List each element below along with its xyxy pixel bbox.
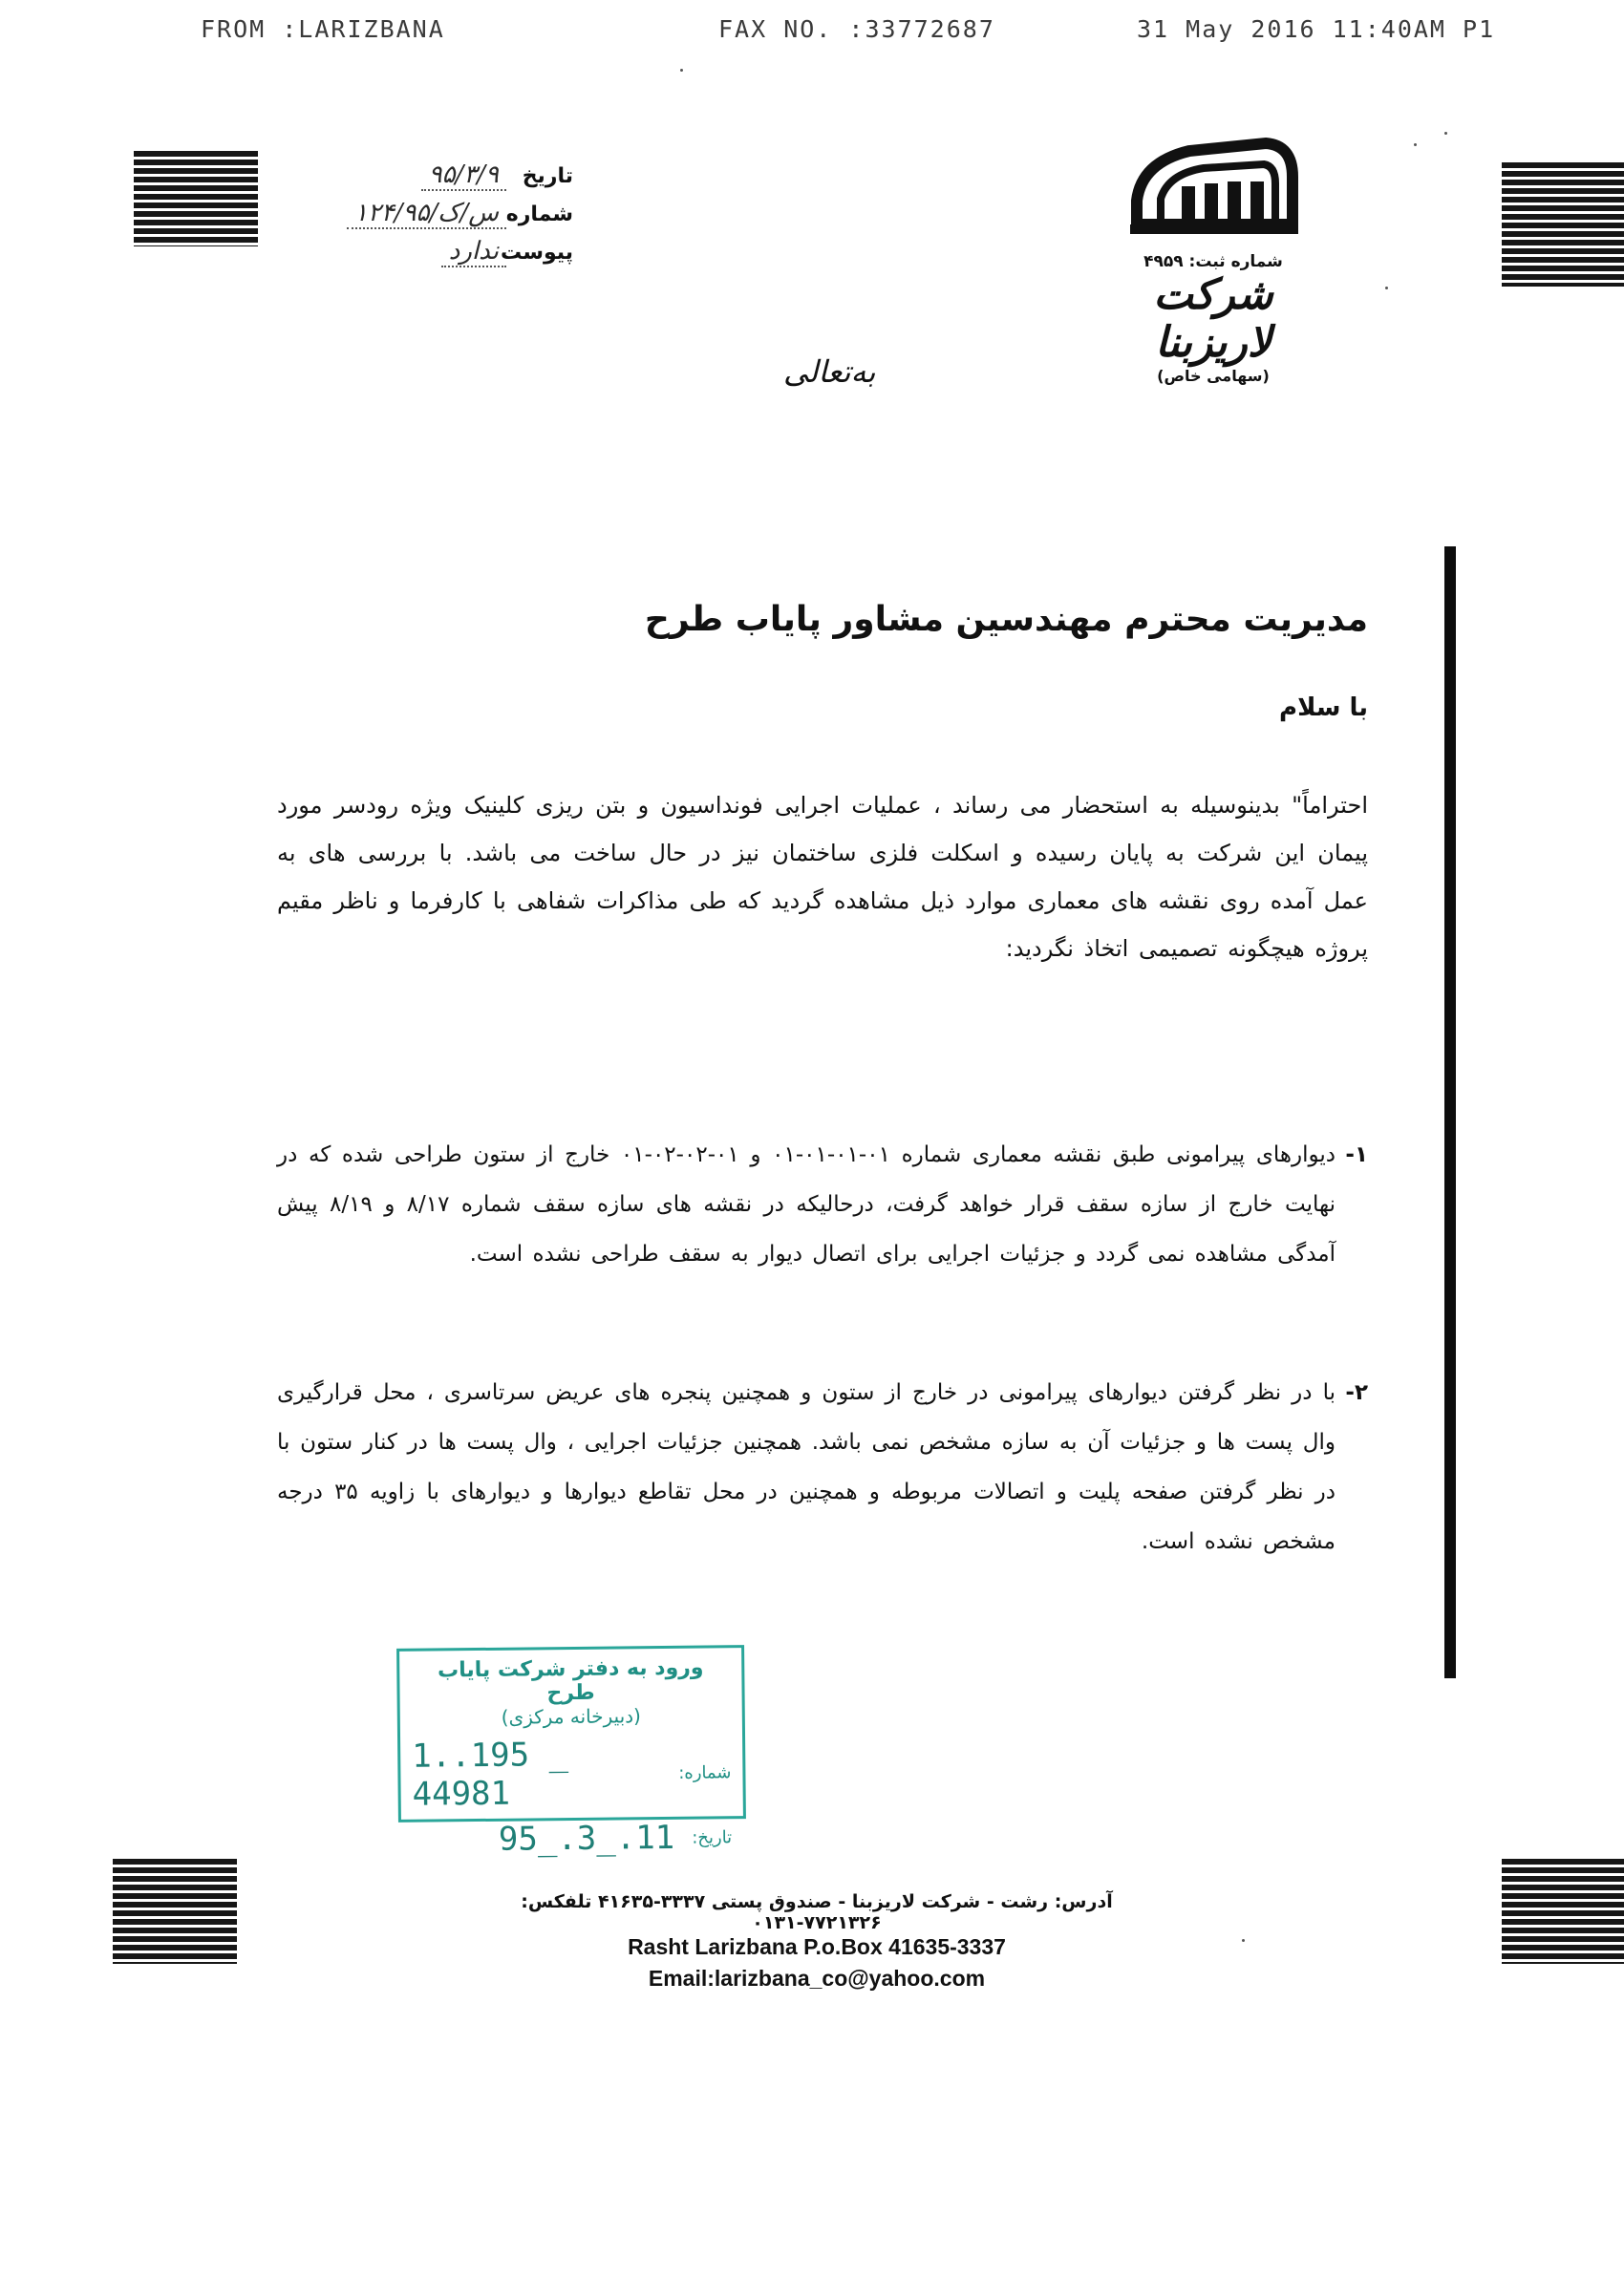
- letter-reference-block: [344, 160, 573, 275]
- stamp-date-value: 95_.3_.11: [498, 1818, 675, 1859]
- ref-number-label: شماره: [505, 203, 573, 226]
- ref-date-label: تاریخ: [522, 164, 573, 188]
- list-item-text: با در نظر گرفتن دیوارهای پیرامونی در خارج از ستون و همچنین پنجره های عریض سرتاسری ، محل قرارگیری وال پست ها و جزئیات آن به سازه مشخص نمی باشد. همچنین جزئیات اجرایی ، وال پست ها در کنار ستون با در نظر گرفتن صفحه پلیت و اتصالات مربوطه و همچنین در محل تقاطع دیوارها و دیوارهای با زاویه ۳۵ درجه مشخص نشده است.: [277, 1380, 1336, 1554]
- stamp-date-row: [413, 1818, 732, 1859]
- scan-speck: [1444, 132, 1447, 135]
- company-name: شرکت لاریزبنا: [1153, 270, 1273, 367]
- footer-address: آدرس: رشت - شرکت لاریزبنا - صندوق پستی ۳۳۳۷-۴۱۶۳۵ تلفکس: ۷۷۲۱۳۲۶-۰۱۳۱: [521, 1891, 1113, 1933]
- stamp-date-label: تاریخ:: [692, 1826, 733, 1848]
- fax-number: FAX NO. :33772687: [718, 15, 995, 43]
- stamp-number-label: شماره:: [678, 1761, 732, 1783]
- scan-speck: [680, 69, 683, 72]
- scan-edge-bars-top-right: [1502, 162, 1624, 287]
- company-registration: شماره ثبت: ۴۹۵۹: [1143, 252, 1283, 271]
- ref-date-value: ۹۵/۳/۹: [421, 160, 506, 191]
- ref-number-row: [344, 199, 573, 237]
- ref-attachment-label: پیوست: [501, 241, 573, 265]
- scan-edge-bars-bottom-left: [113, 1859, 237, 1964]
- stamp-subtitle: (دبیرخانه مرکزی): [501, 1704, 642, 1729]
- ref-number-value: ۱۲۴/س/ک/۹۵: [347, 199, 506, 229]
- footer-po-box: Rasht Larizbana P.o.Box 41635-3337: [628, 1934, 1006, 1959]
- ref-date-row: [344, 160, 573, 199]
- ref-attachment-value: ندارد: [441, 237, 506, 267]
- ref-attachment-row: [344, 237, 573, 275]
- letter-body-paragraph: احتراماً" بدینوسیله به استحضار می رساند ، عملیات اجرایی فونداسیون و بتن ریزی کلینیک ویژه رودسر مورد پیمان این شرکت به پایان رسیده و اسکلت فلزی ساختمان نیز در حال ساخت می باشد. با بررسی های به عمل آمده روی نقشه های معماری موارد ذیل مشاهده گردید که طی مذاکرات شفاهی با کارفرما و ناظر مقیم پروژه هیچگونه تصمیمی اتخاذ نگردید:: [277, 792, 1368, 962]
- fax-sender: FROM :LARIZBANA: [201, 15, 445, 43]
- letter-addressee: مدیریت محترم مهندسین مشاور پایاب طرح: [644, 600, 1368, 639]
- letter-invocation: به‌تعالی: [783, 353, 876, 390]
- scan-speck: [1414, 143, 1417, 146]
- list-item: [277, 1368, 1368, 1567]
- footer-email: Email:larizbana_co@yahoo.com: [648, 1966, 986, 1991]
- list-item-number: ۱-: [1345, 1142, 1368, 1167]
- fax-datetime: 31 May 2016 11:40AM P1: [1137, 15, 1496, 43]
- scan-speck: [1242, 1939, 1245, 1942]
- scan-speck: [1385, 287, 1388, 289]
- stamp-number-value: 1..195 _ 44981: [412, 1736, 569, 1814]
- list-item-text: دیوارهای پیرامونی طبق نقشه معماری شماره ۰۱-۰۱-۰۱-۰۱ و ۰۱-۰۲-۰۲-۰۱ خارج از ستون طراحی شده که در نهایت خارج از سازه سقف قرار خواهد گرفت، درحالیکه در نقشه های سازه سقف شماره ۸/۱۷ و ۸/۱۹ پیش آمدگی مشاهده نمی گردد و جزئیات اجرایی برای اتصال دیوار به سقف طراحی نشده است.: [277, 1142, 1336, 1267]
- company-type: (سهامی خاص): [1157, 367, 1270, 385]
- entrance-stamp: [396, 1645, 746, 1859]
- scan-edge-bars-top-left: [134, 151, 258, 246]
- list-item-number: ۲-: [1345, 1380, 1368, 1405]
- building-emblem-icon: [1122, 134, 1304, 248]
- company-logo: [1099, 134, 1328, 385]
- stamp-title: ورود به دفتر شرکت پایاب طرح: [437, 1655, 704, 1706]
- scan-edge-bars-bottom-right: [1502, 1859, 1624, 1964]
- stamp-number-row: [412, 1734, 732, 1813]
- letter-greeting: با سلام: [1279, 693, 1368, 722]
- list-item: [277, 1130, 1368, 1279]
- margin-rule: [1444, 546, 1456, 1678]
